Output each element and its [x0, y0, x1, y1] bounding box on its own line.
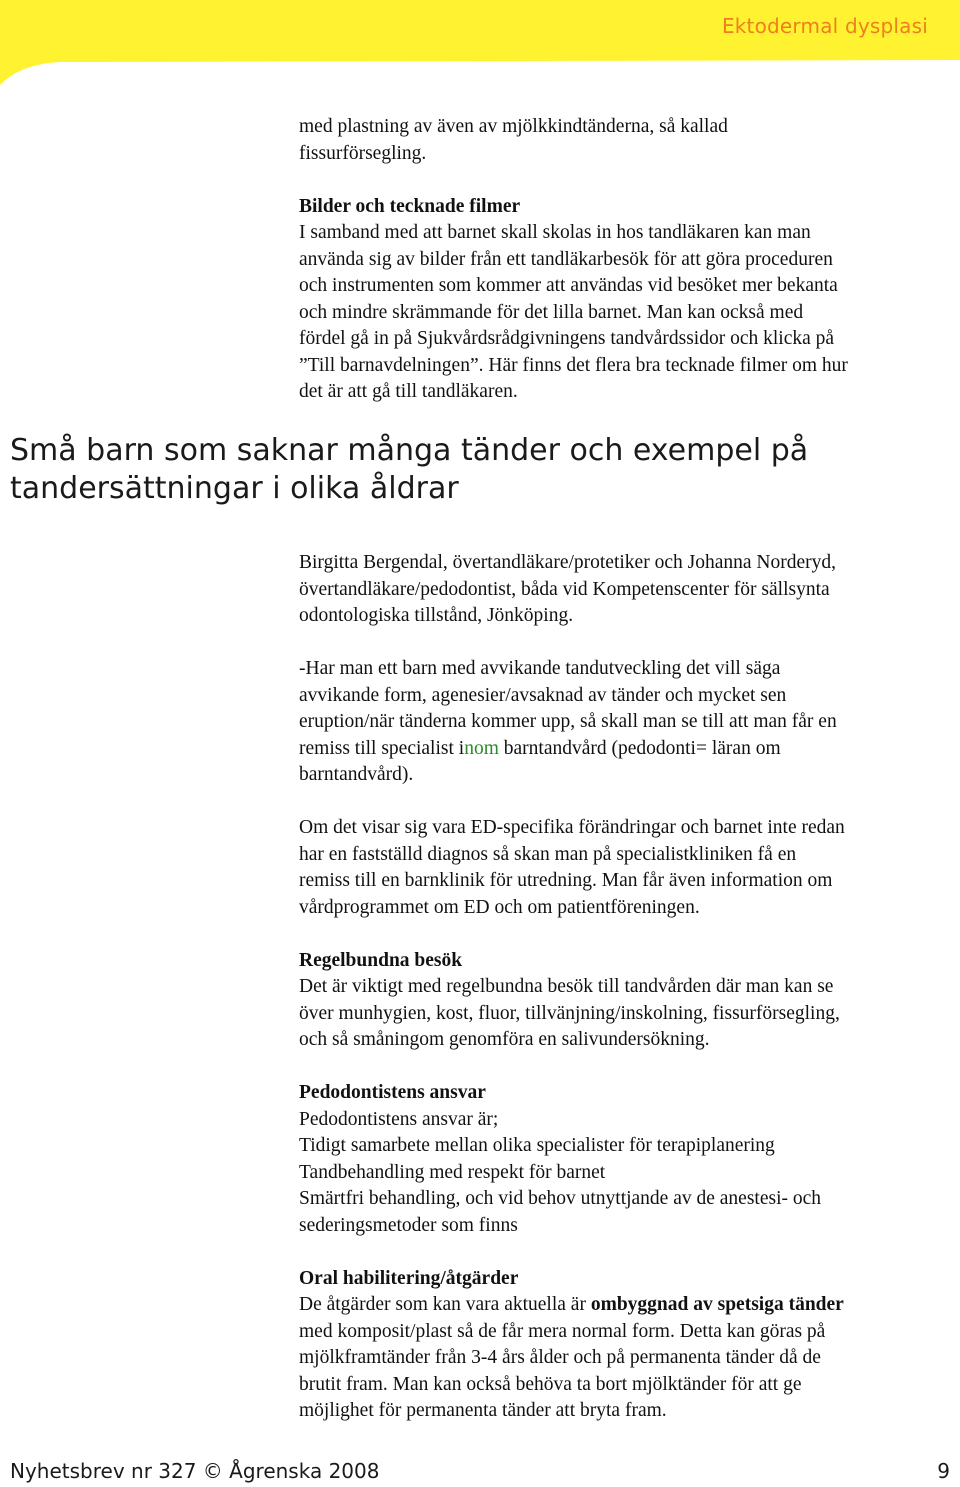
authors-line: övertandläkare/pedodontist, båda vid Kompetenscenter för sällsynta [299, 578, 830, 600]
para1-line: -Har man ett barn med avvikande tandutveckling det vill säga [299, 658, 781, 679]
footer-text: Nyhetsbrev nr 327 © Ågrenska 2008 [10, 1459, 380, 1483]
para1-text: barntandvård (pedodonti= läran om [498, 737, 781, 759]
visits-heading: Regelbundna besök [299, 949, 463, 971]
pedo-line: Tidigt samarbete mellan olika specialister för terapiplanering [299, 1135, 775, 1156]
para2-line: har en fastställd diagnos så skan man på specialistkliniken få en [299, 843, 797, 865]
oral-line [299, 1292, 949, 1319]
pedo-line: Pedodontistens ansvar är; [299, 1108, 499, 1130]
films-line: det är att gå till tandläkaren. [299, 381, 518, 402]
films-line: I samband med att barnet skall skolas in hos tandläkaren kan man [299, 222, 811, 243]
oral-line: med komposit/plast så de får mera normal form. Detta kan göras på [299, 1320, 826, 1342]
pedo-line: sederingsmetoder som finns [299, 1214, 518, 1236]
para1-line [299, 736, 949, 763]
para1-line: eruption/när tänderna kommer upp, så skall man se till att man får en [299, 711, 837, 732]
oral-text: De åtgärder som kan vara aktuella är [299, 1294, 591, 1315]
pedo-heading: Pedodontistens ansvar [299, 1082, 486, 1103]
header-band [0, 0, 960, 90]
header-title: Ektodermal dysplasi [721, 14, 928, 38]
para2-line: vårdprogrammet om ED och om patientföreningen. [299, 896, 700, 918]
visits-line: över munhygien, kost, fluor, tillvänjning/inskolning, fissurförsegling, [299, 1002, 840, 1024]
films-line: ”Till barnavdelningen”. Här finns det flera bra tecknade filmer om hur [299, 354, 848, 376]
para2-line: remiss till en barnklinik för utredning. Man får även information om [299, 870, 833, 891]
top-column [299, 114, 949, 406]
oral-line: mjölkframtänder från 3-4 års ålder och på permanenta tänder då de [299, 1347, 821, 1368]
oral-bold-text: ombyggnad av spetsiga tänder [590, 1294, 844, 1315]
oral-heading: Oral habilitering/åtgärder [299, 1267, 519, 1289]
visits-line: Det är viktigt med regelbundna besök till tandvården där man kan se [299, 976, 834, 997]
section-title-line: Små barn som saknar många tänder och exempel på [10, 433, 809, 468]
para1-line: barntandvård). [299, 764, 414, 785]
intro-line: fissurförsegling. [299, 142, 427, 164]
section-title [10, 432, 910, 508]
green-text: nom [464, 737, 499, 759]
section-title-line: tandersättningar i olika åldrar [10, 471, 459, 506]
films-heading: Bilder och tecknade filmer [299, 195, 521, 217]
authors-line: odontologiska tillstånd, Jönköping. [299, 605, 574, 626]
films-line: använda sig av bilder från ett tandläkarbesök för att göra proceduren [299, 248, 833, 270]
page-number: 9 [937, 1459, 950, 1483]
films-line: och mindre skrämmande för det lilla barnet. Man kan också med [299, 301, 804, 323]
main-column [299, 550, 949, 1425]
para2-line: Om det visar sig vara ED-specifika förändringar och barnet inte redan [299, 817, 845, 838]
films-line: och instrumenten som kommer att användas vid besöket mer bekanta [299, 275, 838, 296]
visits-line: och så småningom genomföra en salivundersökning. [299, 1029, 710, 1050]
oral-line: möjlighet för permanenta tänder att bryta fram. [299, 1400, 667, 1421]
oral-line: brutit fram. Man kan också behöva ta bort mjölktänder för att ge [299, 1373, 802, 1395]
pedo-line: Tandbehandling med respekt för barnet [299, 1161, 606, 1183]
films-line: fördel gå in på Sjukvårdsrådgivningens tandvårdssidor och klicka på [299, 328, 835, 349]
pedo-line: Smärtfri behandling, och vid behov utnyttjande av de anestesi- och [299, 1188, 822, 1209]
para1-text: remiss till specialist i [299, 737, 465, 759]
para1-line: avvikande form, agenesier/avsaknad av tänder och mycket sen [299, 684, 787, 706]
authors-line: Birgitta Bergendal, övertandläkare/protetiker och Johanna Norderyd, [299, 552, 836, 573]
intro-line: med plastning av även av mjölkkindtänderna, så kallad [299, 116, 728, 137]
